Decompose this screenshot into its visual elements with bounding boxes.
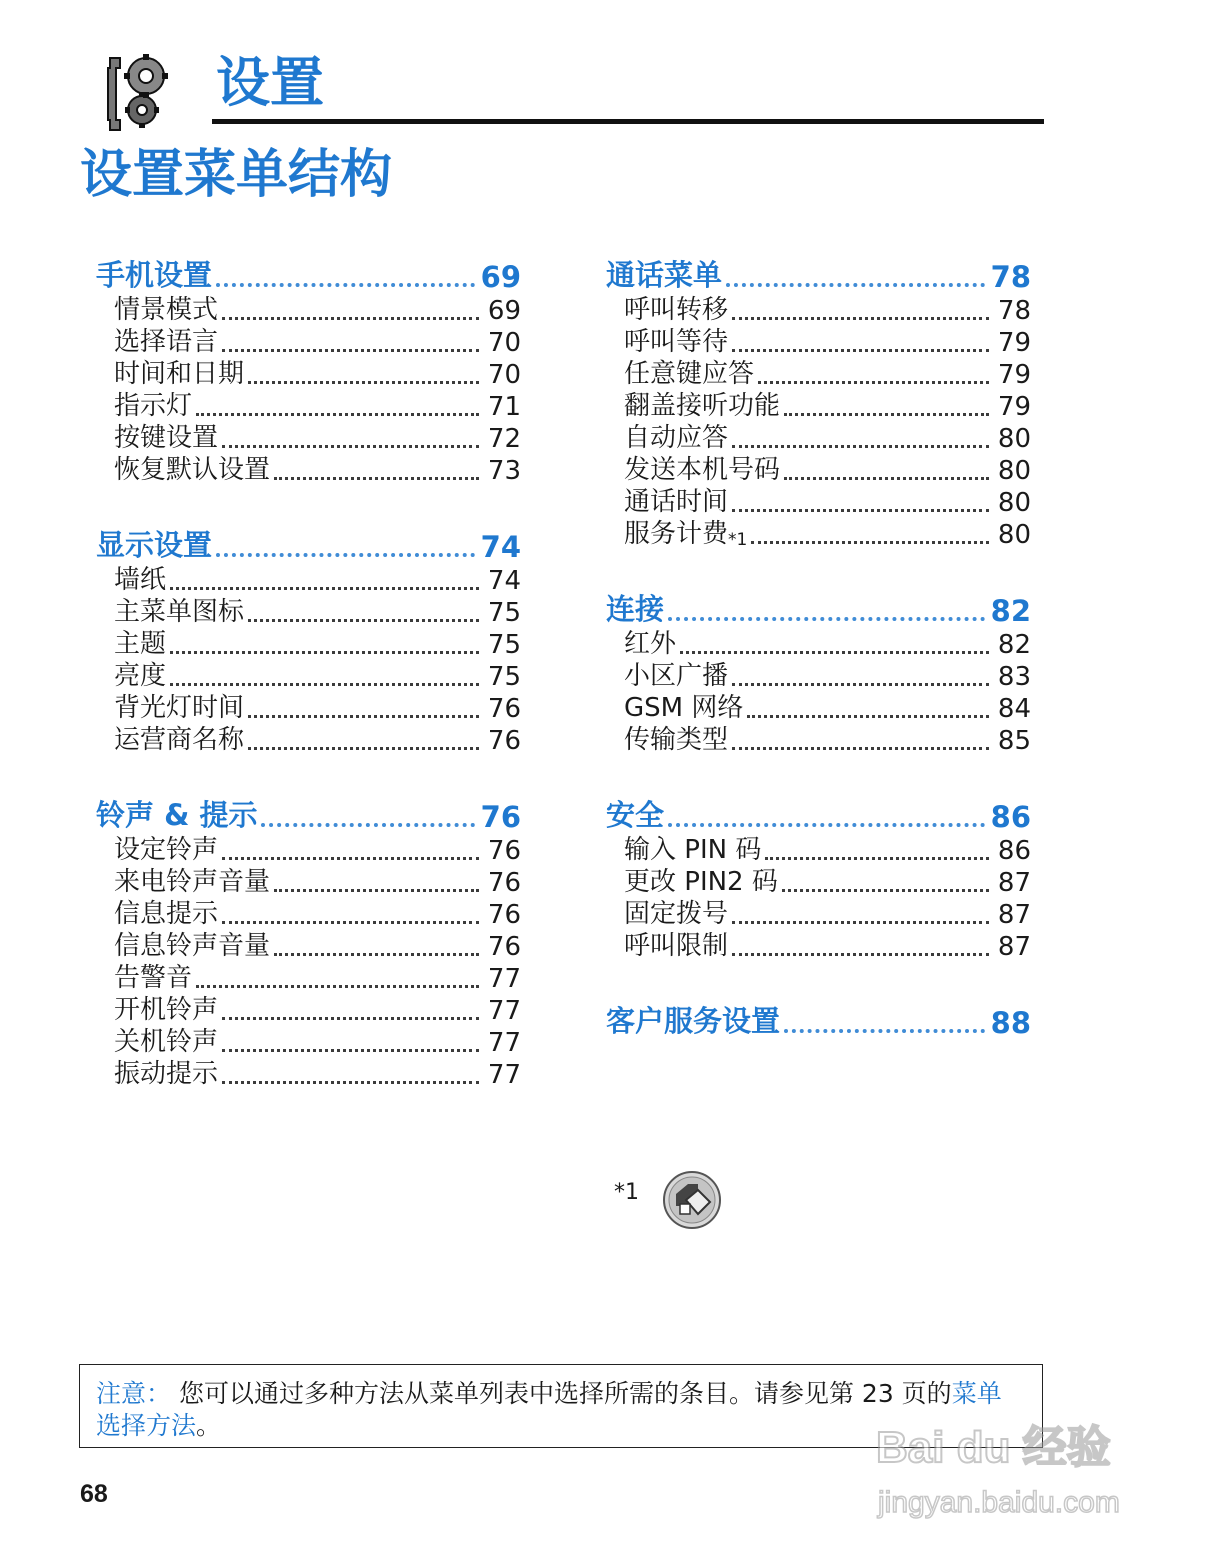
watermark-logo: Bai du 经验 <box>876 1423 1111 1472</box>
item-page: 80 <box>997 424 1031 454</box>
item-page: 80 <box>997 520 1031 550</box>
item-page: 75 <box>487 598 521 628</box>
chapter-title: 设置 <box>216 51 324 114</box>
item-label: 输入 PIN 码 <box>624 835 762 865</box>
item-page: 74 <box>487 566 521 596</box>
menu-section <box>606 587 1031 756</box>
dot-leader <box>274 477 479 480</box>
item-label: 亮度 <box>114 661 167 691</box>
dot-leader <box>784 413 989 416</box>
section-heading[interactable] <box>606 999 1031 1040</box>
dot-leader <box>170 651 479 654</box>
item-page: 76 <box>487 932 521 962</box>
dot-leader <box>222 1017 479 1020</box>
item-label: 开机铃声 <box>114 995 219 1025</box>
section-page: 69 <box>480 260 521 294</box>
section-heading[interactable] <box>606 793 1031 834</box>
dot-leader <box>222 445 479 448</box>
menu-item[interactable] <box>606 518 1031 550</box>
item-page: 83 <box>997 662 1031 692</box>
note-link[interactable]: 菜单选择方法 <box>96 1379 1002 1440</box>
section-heading[interactable] <box>96 523 521 564</box>
item-label: 主菜单图标 <box>114 597 245 627</box>
menu-section <box>606 999 1031 1040</box>
item-page: 70 <box>487 360 521 390</box>
item-page: 85 <box>997 726 1031 756</box>
item-page: 79 <box>997 392 1031 422</box>
sim-service-icon <box>662 1170 722 1230</box>
item-label: 服务计费 <box>624 519 729 549</box>
item-page: 82 <box>997 630 1031 660</box>
section-page: 74 <box>480 530 521 564</box>
chapter-rule <box>212 119 1044 124</box>
section-heading[interactable] <box>606 587 1031 628</box>
item-label: 传输类型 <box>624 725 729 755</box>
item-label: 呼叫限制 <box>624 931 729 961</box>
item-label: 通话时间 <box>624 487 729 517</box>
section-page: 82 <box>990 594 1031 628</box>
item-label: 关机铃声 <box>114 1027 219 1057</box>
item-label: 自动应答 <box>624 423 729 453</box>
left-column <box>96 253 521 1127</box>
dot-leader <box>732 683 989 686</box>
dot-leader <box>668 823 985 827</box>
item-page: 79 <box>997 328 1031 358</box>
item-label: 按键设置 <box>114 423 219 453</box>
item-page: 86 <box>997 836 1031 866</box>
item-label: 指示灯 <box>114 391 193 421</box>
item-label: 墙纸 <box>114 565 167 595</box>
item-page: 76 <box>487 868 521 898</box>
note-text: 您可以通过多种方法从菜单列表中选择所需的条目。请参见第 23 页的 <box>178 1379 952 1408</box>
item-page: 80 <box>997 488 1031 518</box>
item-page: 77 <box>487 1060 521 1090</box>
dot-leader <box>668 617 985 621</box>
item-label: 情景模式 <box>114 295 219 325</box>
dot-leader <box>751 541 989 544</box>
section-heading[interactable] <box>96 253 521 294</box>
menu-item[interactable] <box>96 1058 521 1090</box>
item-page: 76 <box>487 900 521 930</box>
page-title: 设置菜单结构 <box>80 145 393 205</box>
item-page: 76 <box>487 836 521 866</box>
item-page: 76 <box>487 694 521 724</box>
dot-leader <box>732 921 989 924</box>
item-page: 76 <box>487 726 521 756</box>
item-label: 信息铃声音量 <box>114 931 271 961</box>
dot-leader <box>216 283 475 287</box>
dot-leader <box>274 889 479 892</box>
item-label: 主题 <box>114 629 167 659</box>
item-page: 79 <box>997 360 1031 390</box>
dot-leader <box>732 349 989 352</box>
item-label: 背光灯时间 <box>114 693 245 723</box>
menu-item[interactable] <box>96 454 521 486</box>
item-label: 小区广播 <box>624 661 729 691</box>
dot-leader <box>732 445 989 448</box>
item-page: 75 <box>487 662 521 692</box>
item-label: 选择语言 <box>114 327 219 357</box>
note-end: 。 <box>196 1411 222 1440</box>
item-label: 任意键应答 <box>624 359 755 389</box>
section-page: 78 <box>990 260 1031 294</box>
dot-leader <box>222 1049 479 1052</box>
section-page: 86 <box>990 800 1031 834</box>
item-label: 红外 <box>624 629 677 659</box>
menu-item[interactable] <box>96 724 521 756</box>
item-page: 69 <box>487 296 521 326</box>
item-label: 翻盖接听功能 <box>624 391 781 421</box>
note-label: 注意： <box>96 1379 172 1408</box>
footnote-mark: *1 <box>614 1180 639 1205</box>
dot-leader <box>782 889 989 892</box>
menu-section <box>606 253 1031 550</box>
dot-leader <box>784 1029 985 1033</box>
dot-leader <box>248 619 479 622</box>
dot-leader <box>726 283 985 287</box>
dot-leader <box>680 651 989 654</box>
item-label: 告警音 <box>114 963 193 993</box>
dot-leader <box>196 985 479 988</box>
section-heading[interactable] <box>96 793 521 834</box>
section-title: 客户服务设置 <box>606 1004 781 1038</box>
dot-leader <box>747 715 989 718</box>
item-page: 87 <box>997 932 1031 962</box>
item-label: 信息提示 <box>114 899 219 929</box>
item-label: 更改 PIN2 码 <box>624 867 778 897</box>
item-page: 77 <box>487 1028 521 1058</box>
menu-section <box>96 253 521 486</box>
menu-section <box>96 793 521 1090</box>
section-title: 手机设置 <box>96 258 213 292</box>
dot-leader <box>732 953 989 956</box>
section-title: 连接 <box>606 592 665 626</box>
dot-leader <box>784 477 989 480</box>
item-page: 77 <box>487 996 521 1026</box>
item-page: 87 <box>997 868 1031 898</box>
dot-leader <box>765 857 989 860</box>
item-label: 时间和日期 <box>114 359 245 389</box>
section-title: 显示设置 <box>96 528 213 562</box>
item-page: 77 <box>487 964 521 994</box>
dot-leader <box>170 587 479 590</box>
wrench-gear-icon <box>100 52 180 134</box>
baidu-watermark <box>866 1400 1166 1550</box>
dot-leader <box>222 1081 479 1084</box>
item-label: GSM 网络 <box>624 693 744 723</box>
dot-leader <box>222 857 479 860</box>
section-page: 88 <box>990 1006 1031 1040</box>
dot-leader <box>248 381 479 384</box>
menu-item[interactable] <box>606 930 1031 962</box>
item-page: 73 <box>487 456 521 486</box>
section-title: 通话菜单 <box>606 258 723 292</box>
item-footnote: *1 <box>728 530 748 550</box>
item-page: 84 <box>997 694 1031 724</box>
item-label: 发送本机号码 <box>624 455 781 485</box>
section-heading[interactable] <box>606 253 1031 294</box>
item-label: 呼叫等待 <box>624 327 729 357</box>
section-title: 安全 <box>606 798 665 832</box>
item-page: 71 <box>487 392 521 422</box>
menu-section <box>606 793 1031 962</box>
item-label: 恢复默认设置 <box>114 455 271 485</box>
menu-section <box>96 523 521 756</box>
item-page: 80 <box>997 456 1031 486</box>
dot-leader <box>196 413 479 416</box>
watermark-url: jingyan.baidu.com <box>878 1486 1120 1519</box>
item-page: 78 <box>997 296 1031 326</box>
item-page: 75 <box>487 630 521 660</box>
dot-leader <box>216 553 475 557</box>
dot-leader <box>274 953 479 956</box>
right-column <box>606 253 1031 1077</box>
item-label: 设定铃声 <box>114 835 219 865</box>
section-page: 76 <box>480 800 521 834</box>
item-label: 运营商名称 <box>114 725 245 755</box>
dot-leader <box>732 317 989 320</box>
dot-leader <box>248 715 479 718</box>
item-label: 振动提示 <box>114 1059 219 1089</box>
item-page: 87 <box>997 900 1031 930</box>
dot-leader <box>248 747 479 750</box>
item-label: 来电铃声音量 <box>114 867 271 897</box>
item-label: 固定拨号 <box>624 899 729 929</box>
dot-leader <box>222 921 479 924</box>
dot-leader <box>170 683 479 686</box>
dot-leader <box>261 823 474 827</box>
item-page: 72 <box>487 424 521 454</box>
dot-leader <box>732 509 989 512</box>
page-number: 68 <box>80 1480 108 1508</box>
dot-leader <box>758 381 989 384</box>
dot-leader <box>732 747 989 750</box>
dot-leader <box>222 317 479 320</box>
item-page: 70 <box>487 328 521 358</box>
item-label: 呼叫转移 <box>624 295 729 325</box>
section-title: 铃声 & 提示 <box>96 798 258 832</box>
menu-item[interactable] <box>606 724 1031 756</box>
dot-leader <box>222 349 479 352</box>
